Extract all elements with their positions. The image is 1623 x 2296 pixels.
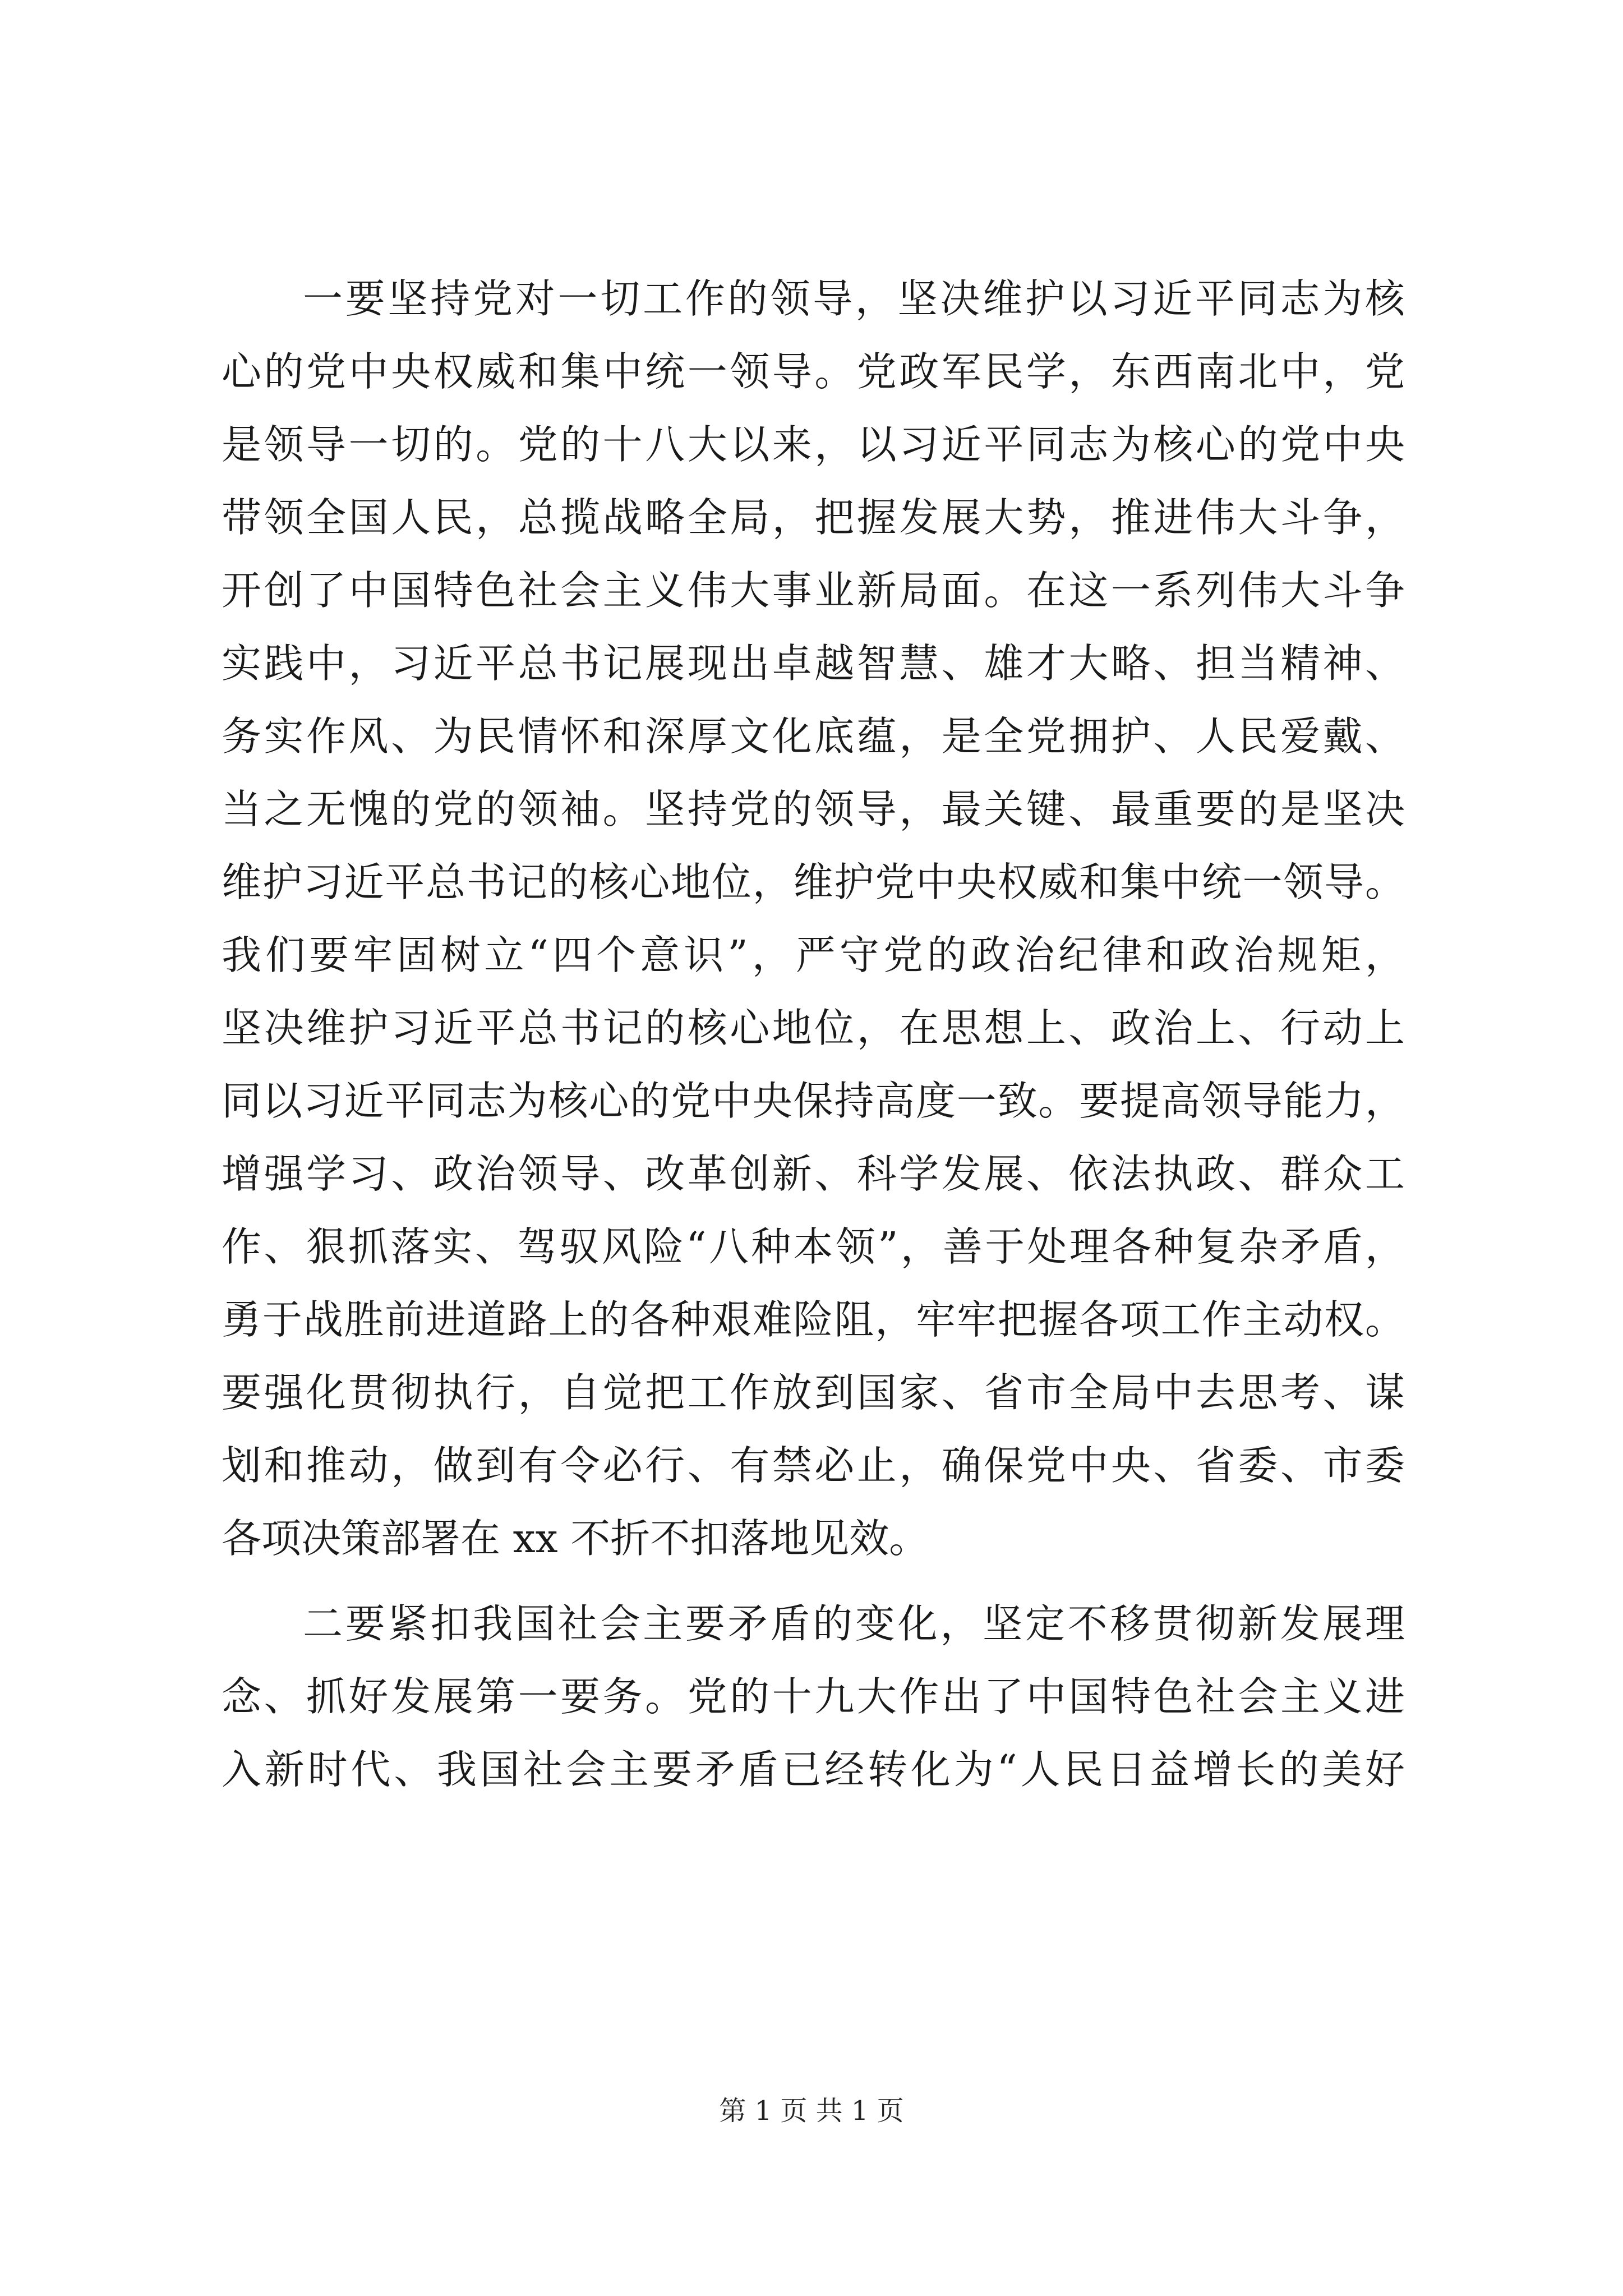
text-line: 坚决维护习近平总书记的核心地位，在思想上、政治上、行动上 xyxy=(222,1005,1405,1051)
text-line: 入新时代、我国社会主要矛盾已经转化为“人民日益增长的美好 xyxy=(222,1746,1405,1793)
text-line: 务实作风、为民情怀和深厚文化底蕴，是全党拥护、人民爱戴、 xyxy=(222,713,1405,760)
text-line: 一要坚持党对一切工作的领导，坚决维护以习近平同志为核 xyxy=(303,275,1405,322)
text-line: 是领导一切的。党的十八大以来，以习近平同志为核心的党中央 xyxy=(222,421,1405,468)
page-number-label: 第 1 页 共 1 页 xyxy=(719,2095,904,2127)
paragraph-1 xyxy=(222,263,1405,1575)
text-line: 划和推动，做到有令必行、有禁必止，确保党中央、省委、市委 xyxy=(222,1442,1405,1489)
text-line: 作、狠抓落实、驾驭风险“八种本领”，善于处理各种复杂矛盾， xyxy=(222,1223,1405,1270)
text-line: 念、抓好发展第一要务。党的十九大作出了中国特色社会主义进 xyxy=(222,1673,1405,1720)
text-line: 带领全国人民，总揽战略全局，把握发展大势，推进伟大斗争， xyxy=(222,494,1405,541)
text-line: 各项决策部署在 xx 不折不扣落地见效。 xyxy=(222,1515,929,1562)
text-line: 心的党中央权威和集中统一领导。党政军民学，东西南北中，党 xyxy=(222,348,1405,395)
text-line: 增强学习、政治领导、改革创新、科学发展、依法执政、群众工 xyxy=(222,1151,1405,1197)
text-line: 二要紧扣我国社会主要矛盾的变化，坚定不移贯彻新发展理 xyxy=(303,1600,1405,1647)
paragraph-2 xyxy=(222,1588,1405,1806)
document-body xyxy=(222,263,1405,1806)
paragraph-spacer xyxy=(222,1575,1405,1588)
text-line: 实践中，习近平总书记展现出卓越智慧、雄才大略、担当精神、 xyxy=(222,640,1405,687)
text-line: 勇于战胜前进道路上的各种艰难险阻，牢牢把握各项工作主动权。 xyxy=(222,1296,1405,1343)
text-line: 我们要牢固树立“四个意识”，严守党的政治纪律和政治规矩， xyxy=(222,932,1405,978)
text-line: 当之无愧的党的领袖。坚持党的领导，最关键、最重要的是坚决 xyxy=(222,786,1405,832)
text-line: 开创了中国特色社会主义伟大事业新局面。在这一系列伟大斗争 xyxy=(222,567,1405,614)
text-line: 要强化贯彻执行，自觉把工作放到国家、省市全局中去思考、谋 xyxy=(222,1369,1405,1416)
text-line: 维护习近平总书记的核心地位，维护党中央权威和集中统一领导。 xyxy=(222,859,1405,905)
text-line: 同以习近平同志为核心的党中央保持高度一致。要提高领导能力， xyxy=(222,1078,1405,1124)
page-footer xyxy=(0,2091,1623,2131)
